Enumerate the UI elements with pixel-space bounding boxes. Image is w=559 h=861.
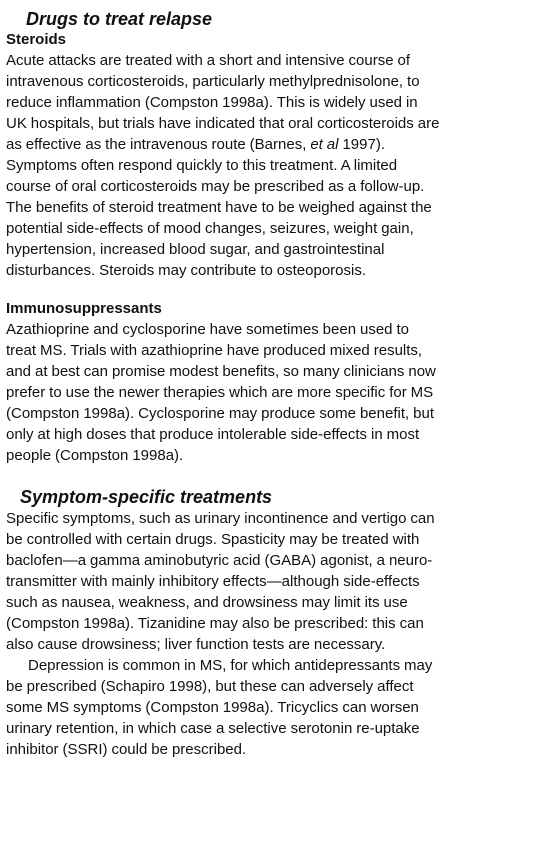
text-line: inhibitor (SSRI) could be prescribed. [6, 741, 247, 758]
text-line: urinary retention, in which case a selective serotonin re-uptake [6, 720, 420, 737]
text-line: potential side-effects of mood changes, seizures, weight gain, [6, 220, 414, 237]
text-line: intravenous corticosteroids, particularly methylprednisolone, to [6, 73, 420, 90]
text-line: baclofen—a gamma aminobutyric acid (GABA) agonist, a neuro- [6, 552, 433, 569]
paragraph-symptoms-1 [6, 508, 553, 655]
text-line: Depression is common in MS, for which antidepressants may [28, 657, 433, 674]
text-segment: as effective as the intravenous route (Barnes, [6, 136, 311, 153]
text-line: UK hospitals, but trials have indicated that oral corticosteroids are [6, 115, 440, 132]
spacer [6, 466, 553, 486]
text-line: such as nausea, weakness, and drowsiness may limit its use [6, 594, 408, 611]
text-line: Azathioprine and cyclosporine have sometimes been used to [6, 321, 410, 338]
section-title-relapse: Drugs to treat relapse [26, 9, 213, 29]
paragraph-immunosuppressants [6, 319, 553, 466]
text-line: prefer to use the newer therapies which are more specific for MS [6, 384, 434, 401]
text-line: hypertension, increased blood sugar, and gastrointestinal [6, 241, 385, 258]
text-line: transmitter with mainly inhibitory effects—although side-effects [6, 573, 420, 590]
paragraph-steroids [6, 50, 553, 281]
text-line: disturbances. Steroids may contribute to osteoporosis. [6, 262, 367, 279]
text-line: some MS symptoms (Compston 1998a). Tricyclics can worsen [6, 699, 419, 716]
section-title-symptom-specific: Symptom-specific treatments [20, 487, 273, 507]
text-line: Acute attacks are treated with a short and intensive course of [6, 52, 411, 69]
text-line: Specific symptoms, such as urinary incontinence and vertigo can [6, 510, 435, 527]
text-line: be prescribed (Schapiro 1998), but these can adversely affect [6, 678, 414, 695]
text-line: (Compston 1998a). Tizanidine may also be prescribed: this can [6, 615, 424, 632]
text-segment: 1997). [338, 136, 385, 153]
et-al-italic: et al [310, 136, 339, 153]
spacer [6, 281, 553, 299]
text-line: only at high doses that produce intolerable side-effects in most [6, 426, 420, 443]
text-line: be controlled with certain drugs. Spasticity may be treated with [6, 531, 420, 548]
text-line-citation [6, 134, 553, 155]
subheading-steroids: Steroids [6, 31, 67, 48]
text-line: Symptoms often respond quickly to this treatment. A limited [6, 157, 398, 174]
subheading-immunosuppressants: Immunosuppressants [6, 300, 162, 317]
text-line: reduce inflammation (Compston 1998a). This is widely used in [6, 94, 418, 111]
text-line: treat MS. Trials with azathioprine have produced mixed results, [6, 342, 423, 359]
text-line: people (Compston 1998a). [6, 447, 184, 464]
text-line: also cause drowsiness; liver function tests are necessary. [6, 636, 386, 653]
text-line: The benefits of steroid treatment have to be weighed against the [6, 199, 432, 216]
paragraph-symptoms-2 [6, 655, 553, 760]
text-line: (Compston 1998a). Cyclosporine may produce some benefit, but [6, 405, 434, 422]
text-line: course of oral corticosteroids may be prescribed as a follow-up. [6, 178, 425, 195]
text-line: and at best can promise modest benefits, so many clinicians now [6, 363, 436, 380]
